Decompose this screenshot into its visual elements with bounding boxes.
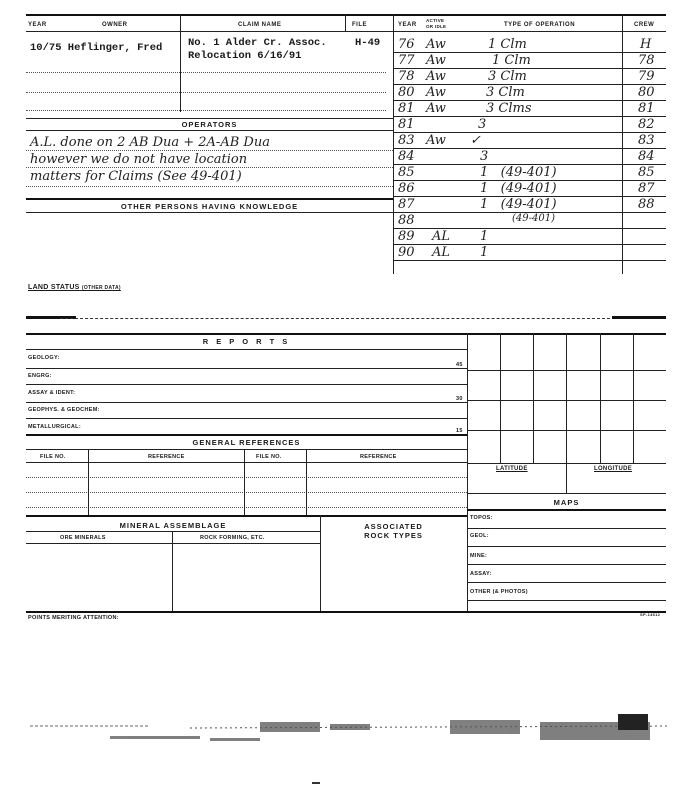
maps-row-label: GEOL: — [470, 533, 489, 539]
ref-col-file-no-2: FILE NO. — [256, 454, 282, 460]
op-type: 3 — [478, 117, 487, 132]
maps-row-label: MINE: — [470, 553, 488, 559]
report-row-label: ASSAY & IDENT: — [28, 390, 76, 396]
op-crew: 83 — [638, 133, 655, 148]
claim-name: No. 1 Alder Cr. Assoc. — [188, 37, 327, 49]
op-crew: 79 — [638, 69, 655, 84]
op-type: 3 Clm — [486, 85, 525, 100]
maps-row-label: ASSAY: — [470, 571, 492, 577]
operators-line: matters for Claims (See 49-401) — [30, 169, 242, 184]
reports-title: R E P O R T S — [202, 337, 291, 346]
op-year: 86 — [398, 181, 415, 196]
op-year: 87 — [398, 197, 415, 212]
header-file: FILE — [352, 22, 367, 28]
op-type: (49-401) — [512, 213, 555, 224]
op-year: 77 — [398, 53, 415, 68]
op-type: 1 — [480, 229, 489, 244]
op-crew: 82 — [638, 117, 655, 132]
op-crew: 85 — [638, 165, 655, 180]
op-type: 1 Clm — [492, 53, 531, 68]
op-crew: 78 — [638, 53, 655, 68]
maps-title: MAPS — [553, 498, 580, 507]
op-type: 3 — [480, 149, 489, 164]
op-type: 3 Clms — [486, 101, 532, 116]
op-type: 1 (49-401) — [480, 197, 557, 212]
report-row-label: ENGRG: — [28, 373, 52, 379]
op-type: 1 (49-401) — [480, 181, 557, 196]
op-type: 1 Clm — [488, 37, 527, 52]
op-crew: 87 — [638, 181, 655, 196]
op-status: Aw — [426, 37, 446, 52]
op-type: 1 (49-401) — [480, 165, 557, 180]
operators-line: A.L. done on 2 AB Dua + 2A-AB Dua — [30, 135, 270, 150]
op-year: 76 — [398, 37, 415, 52]
latitude-label: LATITUDE — [496, 466, 528, 472]
claim-file: H-49 — [355, 37, 381, 49]
operators-line: however we do not have location — [30, 152, 248, 167]
op-status: AL — [432, 245, 451, 260]
report-row-num: 45 — [456, 362, 463, 368]
report-row-label: GEOLOGY: — [28, 355, 60, 361]
associated-rock-types: ASSOCIATED ROCK TYPES — [364, 522, 423, 540]
op-crew: H — [640, 37, 652, 52]
op-crew: 81 — [638, 101, 655, 116]
land-status-title: LAND STATUS (OTHER DATA) — [28, 284, 121, 291]
ore-minerals-label: ORE MINERALS — [60, 535, 106, 541]
op-type: 3 Clm — [488, 69, 527, 84]
maps-row-label: OTHER (& PHOTOS) — [470, 589, 528, 595]
header-owner: OWNER — [102, 22, 128, 28]
form-number: SP-14612 — [640, 612, 661, 617]
header-crew: CREW — [634, 22, 655, 28]
knowledge-title: OTHER PERSONS HAVING KNOWLEDGE — [120, 202, 299, 211]
ref-col-file-no: FILE NO. — [40, 454, 66, 460]
op-status: Aw — [426, 53, 446, 68]
op-status: Aw — [426, 133, 446, 148]
op-status: Aw — [426, 69, 446, 84]
op-year: 78 — [398, 69, 415, 84]
op-year: 90 — [398, 245, 415, 260]
op-year: 85 — [398, 165, 415, 180]
general-references-title: GENERAL REFERENCES — [192, 438, 301, 447]
points-meriting-attention: POINTS MERITING ATTENTION: — [28, 615, 119, 621]
op-year: 81 — [398, 117, 415, 132]
op-crew: 88 — [638, 197, 655, 212]
operators-title: OPERATORS — [181, 120, 238, 129]
header-year: YEAR — [28, 22, 47, 28]
op-status: AL — [432, 229, 451, 244]
op-year: 83 — [398, 133, 415, 148]
ref-col-reference-2: REFERENCE — [360, 454, 397, 460]
header-type-of-operation: TYPE OF OPERATION — [504, 22, 576, 28]
report-row-label: GEOPHYS. & GEOCHEM: — [28, 407, 100, 413]
scan-noise — [30, 714, 670, 754]
report-row-label: METALLURGICAL: — [28, 424, 81, 430]
op-type: ✓ — [470, 133, 481, 148]
header-year-2: YEAR — [398, 22, 417, 28]
op-year: 80 — [398, 85, 415, 100]
report-row-num: 15 — [456, 428, 463, 434]
longitude-label: LONGITUDE — [594, 466, 633, 472]
header-claim-name: CLAIM NAME — [238, 22, 282, 28]
op-type: 1 — [480, 245, 489, 260]
op-year: 81 — [398, 101, 415, 116]
rock-forming-label: ROCK FORMING, ETC. — [200, 535, 265, 541]
op-status: Aw — [426, 101, 446, 116]
claim-relocation: Relocation 6/16/91 — [188, 50, 302, 62]
ref-col-reference: REFERENCE — [148, 454, 185, 460]
op-year: 84 — [398, 149, 415, 164]
maps-row-label: TOPOS: — [470, 515, 493, 521]
op-year: 88 — [398, 213, 415, 228]
claim-owner: 10/75 Heflinger, Fred — [30, 42, 163, 54]
op-crew: 84 — [638, 149, 655, 164]
header-active-idle: ACTIVE OR IDLE — [426, 18, 447, 29]
op-status: Aw — [426, 85, 446, 100]
op-year: 89 — [398, 229, 415, 244]
op-crew: 80 — [638, 85, 655, 100]
mineral-title: MINERAL ASSEMBLAGE — [119, 521, 227, 530]
report-row-num: 30 — [456, 396, 463, 402]
